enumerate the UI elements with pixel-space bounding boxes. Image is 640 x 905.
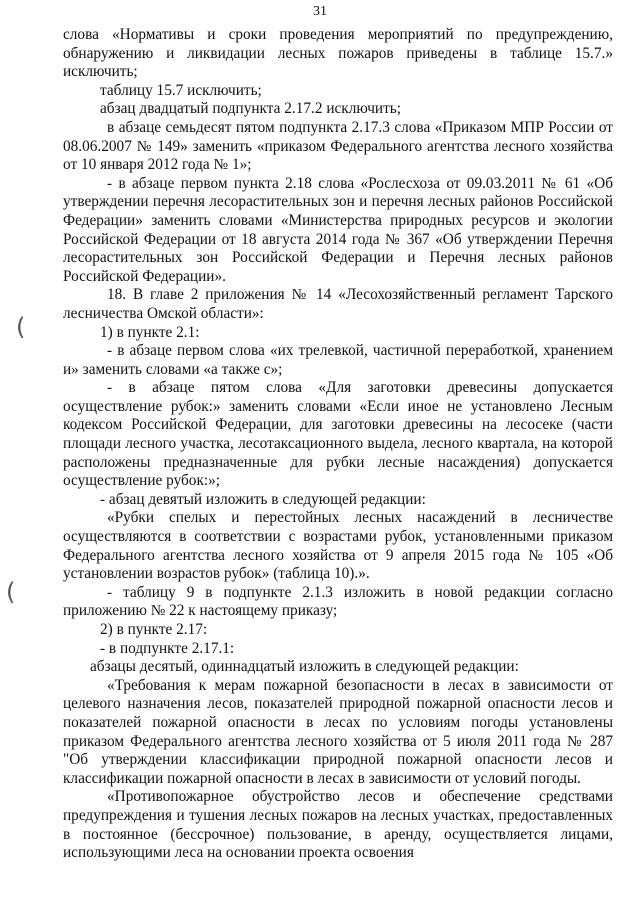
document-body <box>63 26 613 863</box>
paragraph: «Требования к мерам пожарной безопасности в лесах в зависимости от целевого назначения лесов, показателей природной пожарной опасности лесов и показателей пожарной опасности в лесах по условиям погоды установлены приказом Федерального агентства лесного хозяйства от 5 июля 2011 года № 287 "Об утверждении классификации природной пожарной опасности лесов и классификации пожарной опасности в лесах в зависимости от условий погоды. <box>63 676 613 787</box>
paragraph: - в абзаце первом пункта 2.18 слова «Рослесхоза от 09.03.2011 № 61 «Об утверждении перечня лесорастительных зон и перечня лесных районов Российской Федерации» заменить словами «Министерства природных ресурсов и экологии Российской Федерации от 18 августа 2014 года № 367 «Об утверждении Перечня лесорастительных зон Российской Федерации и Перечня лесных районов Российской Федерации». <box>63 174 613 285</box>
margin-bracket-mark: ( <box>6 578 16 606</box>
paragraph: - таблицу 9 в подпункте 2.1.3 изложить в новой редакции согласно приложению № 22 к настоящему приказу; <box>63 583 613 620</box>
paragraph: 2) в пункте 2.17: <box>100 621 208 638</box>
paragraph: абзацы десятый, одиннадцатый изложить в следующей редакции: <box>90 658 519 676</box>
paragraph: в абзаце семьдесят пятом подпункта 2.17.3 слова «Приказом МПР России от 08.06.2007 № 149» заменить «приказом Федерального агентства лесного хозяйства от 10 января 2012 года № 1»; <box>63 118 613 174</box>
paragraph: - в абзаце пятом слова «Для заготовки древесины допускается осуществление рубок:» заменить словами «Если иное не установлено Лесным кодексом Российской Федерации, для заготовки древесины на лесосеке (части площади лесного участка, лесотаксационного выдела, лесного квартала, на которой расположены предназначенные для рубки лесные насаждения) допускается осуществление рубок:»; <box>63 379 613 490</box>
margin-bracket-mark: ( <box>16 313 26 341</box>
paragraph: таблицу 15.7 исключить; <box>100 81 262 99</box>
page-number: 31 <box>313 4 327 19</box>
paragraph: 18. В главе 2 приложения № 14 «Лесохозяйственный регламент Тарского лесничества Омской области»: <box>63 286 613 322</box>
paragraph: «Противопожарное обустройство лесов и обеспечение средствами предупреждения и тушения лесных пожаров на лесных участках, предоставленных в постоянное (бессрочное) пользование, в аренду, осуществляется лицами, использующими леса на основании проекта освоения <box>63 788 613 862</box>
paragraph: - в подпункте 2.17.1: <box>100 639 235 657</box>
paragraph: - абзац девятый изложить в следующей редакции: <box>100 490 426 508</box>
paragraph: - в абзаце первом слова «их трелевкой, частичной переработкой, хранением и» заменить словами «а также с»; <box>63 342 613 378</box>
paragraph: 1) в пункте 2.1: <box>100 323 200 341</box>
paragraph: слова «Нормативы и сроки проведения мероприятий по предупреждению, обнаружению и ликвидации лесных пожаров приведены в таблице 15.7.» исключить; <box>63 26 613 81</box>
paragraph: «Рубки спелых и перестойных лесных насаждений в лесничестве осуществляются в соответствии с возрастами рубок, установленными приказом Федерального агентства лесного хозяйства от 9 апреля 2015 года № 105 «Об установлении возрастов рубок» (таблица 10).». <box>63 509 613 583</box>
paragraph: абзац двадцатый подпункта 2.17.2 исключить; <box>100 100 402 118</box>
